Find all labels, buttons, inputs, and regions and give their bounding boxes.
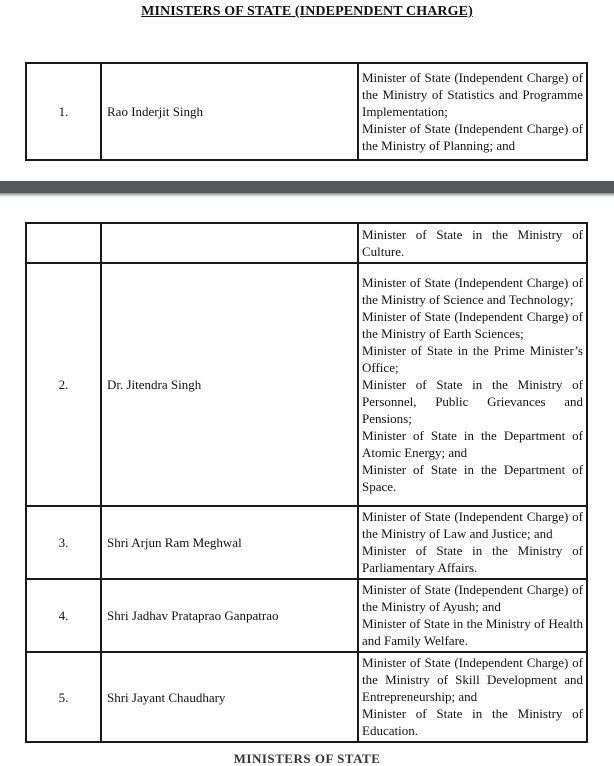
next-section-heading: MINISTERS OF STATE (233, 751, 381, 766)
table-row (26, 263, 587, 506)
portfolio-line: Minister of State in the Ministry of Education. (362, 706, 583, 738)
ministers-table-page-2 (25, 222, 588, 743)
portfolio-line: Minister of State in the Ministry of Personnel, Public Grievances and Pensions; (362, 376, 583, 426)
row-number: 1. (26, 63, 101, 160)
portfolio-cell (358, 506, 587, 579)
page-title: MINISTERS OF STATE (INDEPENDENT CHARGE) (141, 4, 473, 19)
portfolio-line: Minister of State in the Ministry of Culture. (362, 226, 583, 259)
portfolio-line: Minister of State (Independent Charge) of the Ministry of Earth Sciences; (362, 308, 583, 341)
table-row (26, 63, 587, 160)
row-number: 5. (26, 652, 101, 742)
row-number: 3. (26, 506, 101, 579)
portfolio-line: Minister of State in the Department of Space. (362, 461, 583, 494)
portfolio-cell (358, 223, 587, 263)
page-separator-shadow (0, 193, 614, 197)
portfolio-line: Minister of State (Independent Charge) of the Ministry of Skill Development and Entrepreneurship; and (362, 655, 583, 704)
table-row (26, 223, 587, 263)
portfolio-line: Minister of State in the Ministry of Parliamentary Affairs. (362, 543, 583, 575)
portfolio-line: Minister of State (Independent Charge) of the Ministry of Planning; and (362, 120, 583, 153)
minister-name: Shri Jayant Chaudhary (101, 652, 358, 742)
table-row (26, 506, 587, 579)
portfolio-line: Minister of State (Independent Charge) of the Ministry of Statistics and Programme Implementation; (362, 69, 583, 119)
portfolio-cell (358, 63, 587, 160)
portfolio-line: Minister of State (Independent Charge) of the Ministry of Law and Justice; and (362, 509, 583, 541)
minister-name (101, 223, 358, 263)
portfolio-cell (358, 652, 587, 742)
table-row (26, 652, 587, 742)
table-row (26, 579, 587, 652)
portfolio-line: Minister of State in the Ministry of Health and Family Welfare. (362, 616, 583, 648)
portfolio-line: Minister of State in the Department of Atomic Energy; and (362, 427, 583, 460)
portfolio-line: Minister of State in the Prime Minister’s Office; (362, 342, 583, 375)
minister-name: Shri Jadhav Prataprao Ganpatrao (101, 579, 358, 652)
portfolio-line: Minister of State (Independent Charge) of the Ministry of Science and Technology; (362, 274, 583, 307)
row-number: 4. (26, 579, 101, 652)
portfolio-cell (358, 263, 587, 506)
portfolio-line: Minister of State (Independent Charge) of the Ministry of Ayush; and (362, 582, 583, 614)
portfolio-cell (358, 579, 587, 652)
minister-name: Shri Arjun Ram Meghwal (101, 506, 358, 579)
ministers-table-page-1 (25, 62, 588, 161)
row-number (26, 223, 101, 263)
minister-name: Rao Inderjit Singh (101, 63, 358, 160)
minister-name: Dr. Jitendra Singh (101, 263, 358, 506)
row-number: 2. (26, 263, 101, 506)
page-separator (0, 181, 614, 193)
